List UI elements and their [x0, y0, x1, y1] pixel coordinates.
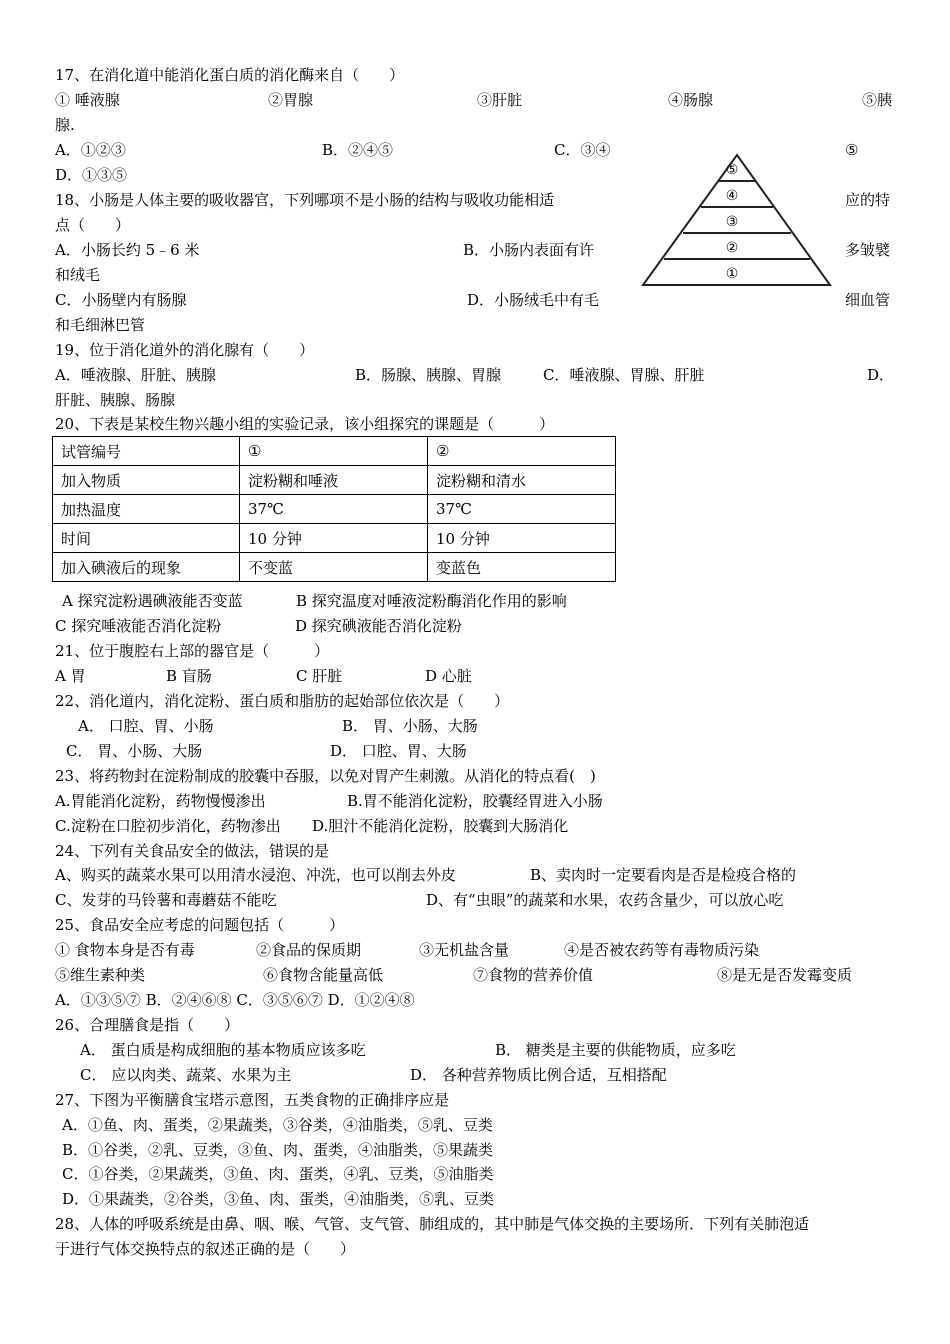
q27-option-d: D．①果蔬类，②谷类，③鱼、肉、蛋类，④油脂类，⑤乳、豆类	[62, 1190, 495, 1208]
q22-option-a: A． 口腔、胃、小肠	[78, 717, 214, 735]
q28-stem-line1: 28、人体的呼吸系统是由鼻、咽、喉、气管、支气管、肺组成的，其中肺是气体交换的主要场所．下列有关肺泡适	[55, 1215, 810, 1233]
q25-item-2: ②食品的保质期	[256, 941, 362, 959]
q27-option-a: A．①鱼、肉、蛋类，②果蔬类，③谷类，④油脂类，⑤乳、豆类	[62, 1116, 493, 1134]
q24-stem: 24、下列有关食品安全的做法，错误的是	[55, 842, 330, 860]
q21-stem: 21、位于腹腔右上部的器官是（ ）	[55, 642, 330, 660]
q23-option-b: B.胃不能消化淀粉，胶囊经胃进入小肠	[347, 792, 603, 810]
pyramid-level-4: ④	[725, 188, 739, 204]
q18-stem-line1: 18、小肠是人体主要的吸收器官，下列哪项不是小肠的结构与吸收功能相适	[55, 191, 555, 209]
q28-stem-line2: 于进行气体交换特点的叙述正确的是（ ）	[55, 1240, 356, 1258]
pyramid-level-2: ②	[725, 240, 739, 256]
table-cell: 变蓝色	[428, 553, 616, 582]
q18-option-a: A．小肠长约 5﹣6 米	[55, 241, 200, 259]
q25-options: A．①③⑤⑦ B．②④⑥⑧ C．③⑤⑥⑦ D．①②④⑧	[55, 991, 415, 1009]
table-cell: ①	[240, 437, 428, 466]
q25-item-7: ⑦食物的营养价值	[473, 966, 594, 984]
q18-stem-line1-tail: 应的特	[845, 191, 891, 209]
q18-option-d-tail: 细血管	[845, 291, 891, 309]
q26-option-a: A． 蛋白质是构成细胞的基本物质应该多吃	[80, 1041, 366, 1059]
q18-option-b-wrap: 和绒毛	[55, 266, 101, 284]
q25-item-1: ① 食物本身是否有毒	[55, 941, 195, 959]
q23-option-a: A.胃能消化淀粉，药物慢慢渗出	[55, 792, 266, 810]
pyramid-level-3: ③	[725, 214, 739, 230]
q20-option-d: D 探究碘液能否消化淀粉	[295, 617, 462, 635]
table-row	[53, 553, 616, 582]
q20-stem: 20、下表是某校生物兴趣小组的实验记录，该小组探究的课题是（ ）	[55, 415, 555, 433]
table-cell: 加入碘液后的现象	[53, 553, 240, 582]
q24-option-a: A、购买的蔬菜水果可以用清水浸泡、冲洗，也可以削去外皮	[55, 866, 456, 884]
q25-item-5: ⑤维生素种类	[55, 966, 146, 984]
q26-stem: 26、合理膳食是指（ ）	[55, 1016, 240, 1034]
q17-option-c-tail: ⑤	[845, 141, 859, 159]
q26-option-d: D． 各种营养物质比例合适，互相搭配	[410, 1066, 667, 1084]
table-cell: 10 分钟	[428, 524, 616, 553]
q21-option-a: A 胃	[55, 667, 86, 685]
q17-item-1: ① 唾液腺	[55, 91, 120, 109]
q19-option-a: A．唾液腺、肝脏、胰腺	[55, 366, 216, 384]
q23-option-c: C.淀粉在口腔初步消化，药物渗出	[55, 817, 281, 835]
table-cell: 加入物质	[53, 466, 240, 495]
q17-option-d: D．①③⑤	[55, 166, 128, 184]
q24-option-d: D、有“虫眼”的蔬菜和水果，农药含量少，可以放心吃	[426, 891, 784, 909]
q17-stem: 17、在消化道中能消化蛋白质的消化酶来自（ ）	[55, 66, 405, 84]
pyramid-level-5: ⑤	[725, 162, 739, 178]
table-row	[53, 524, 616, 553]
q17-option-a: A．①②③	[55, 141, 126, 159]
q18-option-d-wrap: 和毛细淋巴管	[55, 316, 146, 334]
q18-stem-line2: 点（ ）	[55, 216, 131, 234]
q22-option-d: D． 口腔、胃、大肠	[330, 742, 467, 760]
balanced-diet-pyramid	[640, 150, 835, 288]
q24-option-c: C、发芽的马铃薯和毒蘑菇不能吃	[55, 891, 277, 909]
table-cell: 时间	[53, 524, 240, 553]
q20-option-c: C 探究唾液能否消化淀粉	[55, 617, 222, 635]
q19-option-c: C．唾液腺、胃腺、肝脏	[543, 366, 705, 384]
q21-option-d: D 心脏	[425, 667, 472, 685]
table-cell: 试管编号	[53, 437, 240, 466]
q19-stem: 19、位于消化道外的消化腺有（ ）	[55, 341, 315, 359]
table-cell: 37℃	[240, 495, 428, 524]
q27-stem: 27、下图为平衡膳食宝塔示意图，五类食物的正确排序应是	[55, 1091, 450, 1109]
q21-option-b: B 盲肠	[166, 667, 212, 685]
q25-stem: 25、食品安全应考虑的问题包括（ ）	[55, 916, 345, 934]
table-cell: 不变蓝	[240, 553, 428, 582]
q23-stem: 23、将药物封在淀粉制成的胶囊中吞服，以免对胃产生刺激。从消化的特点看( )	[55, 767, 596, 785]
q24-option-b: B、卖肉时一定要看肉是否是检疫合格的	[530, 866, 797, 884]
experiment-record-table	[52, 436, 616, 582]
table-cell: 37℃	[428, 495, 616, 524]
q25-item-8: ⑧是无是否发霉变质	[717, 966, 853, 984]
table-cell: ②	[428, 437, 616, 466]
q26-option-b: B． 糖类是主要的供能物质，应多吃	[495, 1041, 736, 1059]
q25-item-3: ③无机盐含量	[419, 941, 510, 959]
table-cell: 加热温度	[53, 495, 240, 524]
q22-stem: 22、消化道内，消化淀粉、蛋白质和脂肪的起始部位依次是（ ）	[55, 692, 510, 710]
q25-item-4: ④是否被农药等有毒物质污染	[564, 941, 760, 959]
q17-wrap: 腺.	[55, 116, 75, 134]
q17-item-4: ④肠腺	[668, 91, 714, 109]
pyramid-level-1: ①	[725, 266, 739, 282]
q20-option-b: B 探究温度对唾液淀粉酶消化作用的影响	[296, 592, 567, 610]
q17-item-2: ②胃腺	[268, 91, 314, 109]
q27-option-b: B．①谷类，②乳、豆类，③鱼、肉、蛋类，④油脂类，⑤果蔬类	[62, 1141, 494, 1159]
q23-option-d: D.胆汁不能消化淀粉，胶囊到大肠消化	[312, 817, 569, 835]
q18-option-b: B．小肠内表面有许	[463, 241, 595, 259]
q20-option-a: A 探究淀粉遇碘液能否变蓝	[62, 592, 243, 610]
q22-option-c: C． 胃、小肠、大肠	[66, 742, 203, 760]
q19-option-b: B．肠腺、胰腺、胃腺	[355, 366, 502, 384]
q26-option-c: C． 应以肉类、蔬菜、水果为主	[80, 1066, 292, 1084]
q18-option-c: C．小肠壁内有肠腺	[55, 291, 187, 309]
q18-option-d: D．小肠绒毛中有毛	[467, 291, 600, 309]
q25-item-6: ⑥食物含能量高低	[263, 966, 384, 984]
q17-option-c: C．③④	[554, 141, 611, 159]
table-row	[53, 495, 616, 524]
q19-option-d-wrap: 肝脏、胰腺、肠腺	[55, 391, 176, 409]
table-cell: 10 分钟	[240, 524, 428, 553]
table-row	[53, 466, 616, 495]
q17-item-3: ③肝脏	[477, 91, 523, 109]
q22-option-b: B． 胃、小肠、大肠	[342, 717, 478, 735]
q19-option-d: D．	[867, 366, 895, 384]
q17-option-b: B．②④⑤	[322, 141, 394, 159]
table-cell: 淀粉糊和清水	[428, 466, 616, 495]
table-row	[53, 437, 616, 466]
q17-item-5: ⑤胰	[862, 91, 893, 109]
table-cell: 淀粉糊和唾液	[240, 466, 428, 495]
q21-option-c: C 肝脏	[296, 667, 343, 685]
q27-option-c: C．①谷类，②果蔬类，③鱼、肉、蛋类，④乳、豆类，⑤油脂类	[62, 1165, 494, 1183]
q18-option-b-tail: 多皱襞	[845, 241, 891, 259]
